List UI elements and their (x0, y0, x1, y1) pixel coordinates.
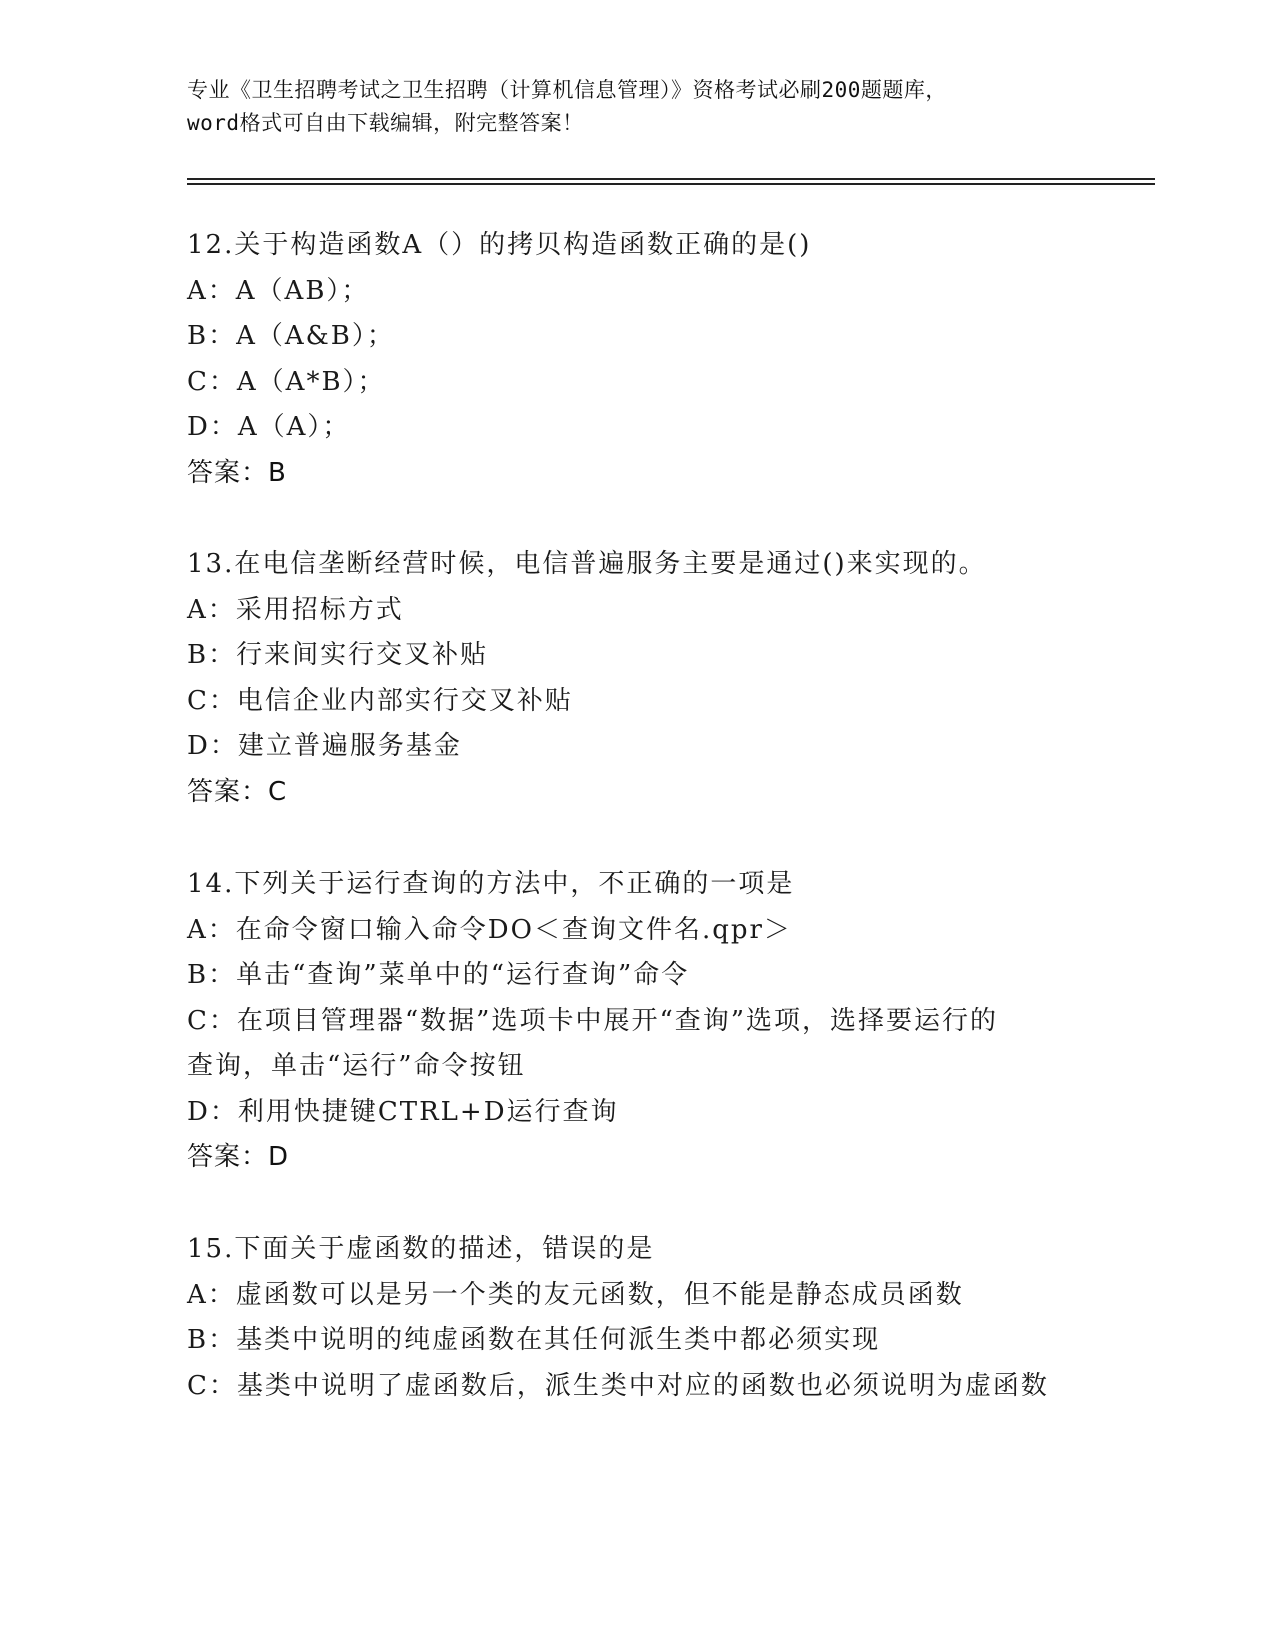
option-a: A：在命令窗口输入命令DO＜查询文件名.qpr＞ (187, 914, 792, 945)
option-d: D：A（A）； (187, 412, 351, 442)
question-stem: 15.下面关于虚函数的描述，错误的是 (187, 1234, 655, 1264)
answer: 答案：C (187, 776, 288, 807)
option-c: C：电信企业内部实行交叉补贴 (187, 685, 573, 716)
option-d: D：利用快捷键CTRL+D运行查询 (187, 1096, 619, 1127)
option-d: D：建立普遍服务基金 (187, 731, 462, 761)
option-b: B：行来间实行交叉补贴 (187, 640, 489, 670)
option-b: B：A（A&B）； (187, 321, 395, 351)
answer: 答案：D (187, 1142, 290, 1172)
option-c: C：A（A*B）； (187, 366, 386, 397)
answer: 答案：B (187, 457, 287, 488)
question-stem: 13.在电信垄断经营时候，电信普遍服务主要是通过()来实现的。 (187, 549, 987, 579)
option-c: C：在项目管理器“数据”选项卡中展开“查询”选项，选择要运行的 (187, 1005, 999, 1036)
document-header (187, 74, 1087, 140)
option-c: C：基类中说明了虚函数后，派生类中对应的函数也必须说明为虚函数 (187, 1370, 1049, 1401)
option-a: A：虚函数可以是另一个类的友元函数，但不能是静态成员函数 (187, 1279, 964, 1310)
header-divider-top (187, 178, 1155, 180)
header-line-2: word格式可自由下载编辑，附完整答案！ (187, 111, 584, 135)
option-b: B：单击“查询”菜单中的“运行查询”命令 (187, 960, 690, 990)
question-13 (187, 542, 1087, 815)
question-14 (187, 862, 1087, 1181)
option-c-continued: 查询，单击“运行”命令按钮 (187, 1051, 526, 1081)
question-stem: 14.下列关于运行查询的方法中，不正确的一项是 (187, 869, 795, 899)
header-divider-bottom (187, 183, 1155, 185)
question-12 (187, 223, 1087, 496)
option-a: A：A（AB）； (187, 275, 370, 306)
header-line-1: 专业《卫生招聘考试之卫生招聘（计算机信息管理）》资格考试必刷200题题库， (187, 78, 947, 102)
question-15 (187, 1227, 1087, 1409)
option-b: B：基类中说明的纯虚函数在其任何派生类中都必须实现 (187, 1325, 881, 1355)
option-a: A：采用招标方式 (187, 594, 404, 625)
question-stem: 12.关于构造函数A（）的拷贝构造函数正确的是() (187, 230, 812, 260)
